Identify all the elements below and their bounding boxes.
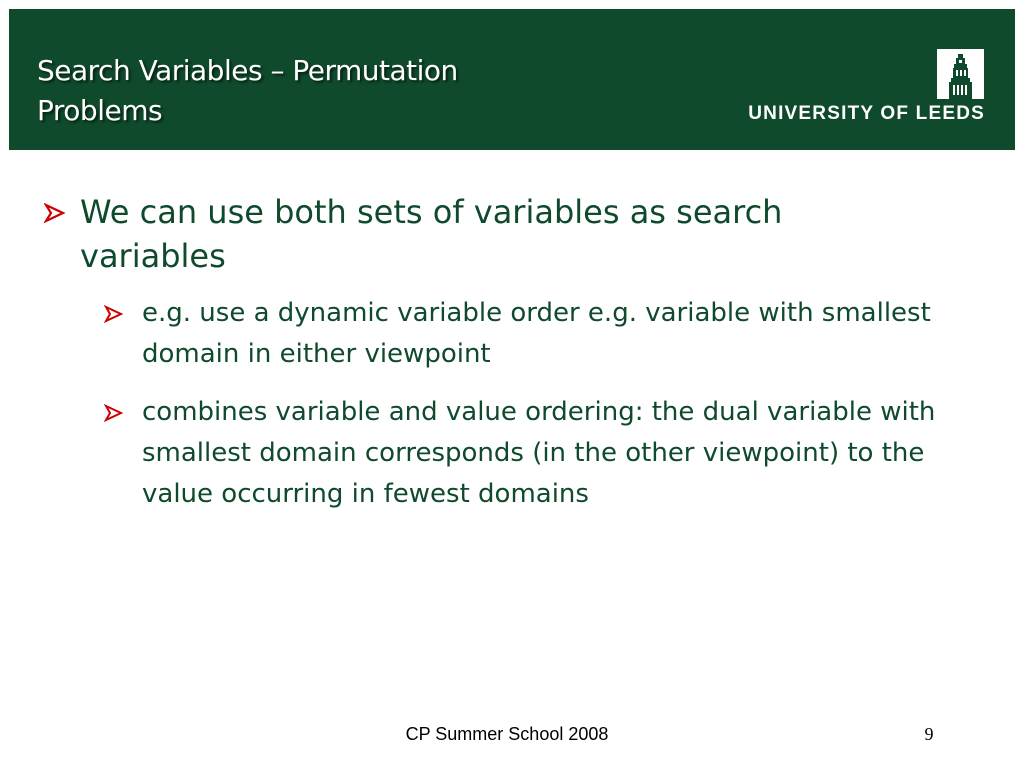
slide-title: Search Variables – Permutation Problems	[37, 54, 458, 127]
header-banner	[9, 9, 1015, 150]
footer-text: CP Summer School 2008	[405, 724, 609, 744]
arrowhead-bullet-icon	[104, 392, 142, 422]
page-number: 9	[924, 724, 934, 744]
sub-bullet-text: e.g. use a dynamic variable order e.g. variable with smallest domain in either viewpoint	[142, 298, 931, 369]
bullet-item	[44, 190, 900, 278]
sub-bullet-text: combines variable and value ordering: the dual variable with smallest domain corresponds (in the other viewpoint) to the value occurring in fewest domains	[142, 397, 936, 509]
sub-bullet-item	[104, 392, 992, 515]
university-wordmark: UNIVERSITY OF LEEDS	[748, 103, 985, 124]
leeds-tower-icon	[937, 49, 984, 99]
arrowhead-bullet-icon	[44, 190, 80, 223]
sub-bullet-item	[104, 293, 992, 375]
bullet-text: We can use both sets of variables as search variables	[80, 193, 783, 275]
arrowhead-bullet-icon	[104, 293, 142, 323]
